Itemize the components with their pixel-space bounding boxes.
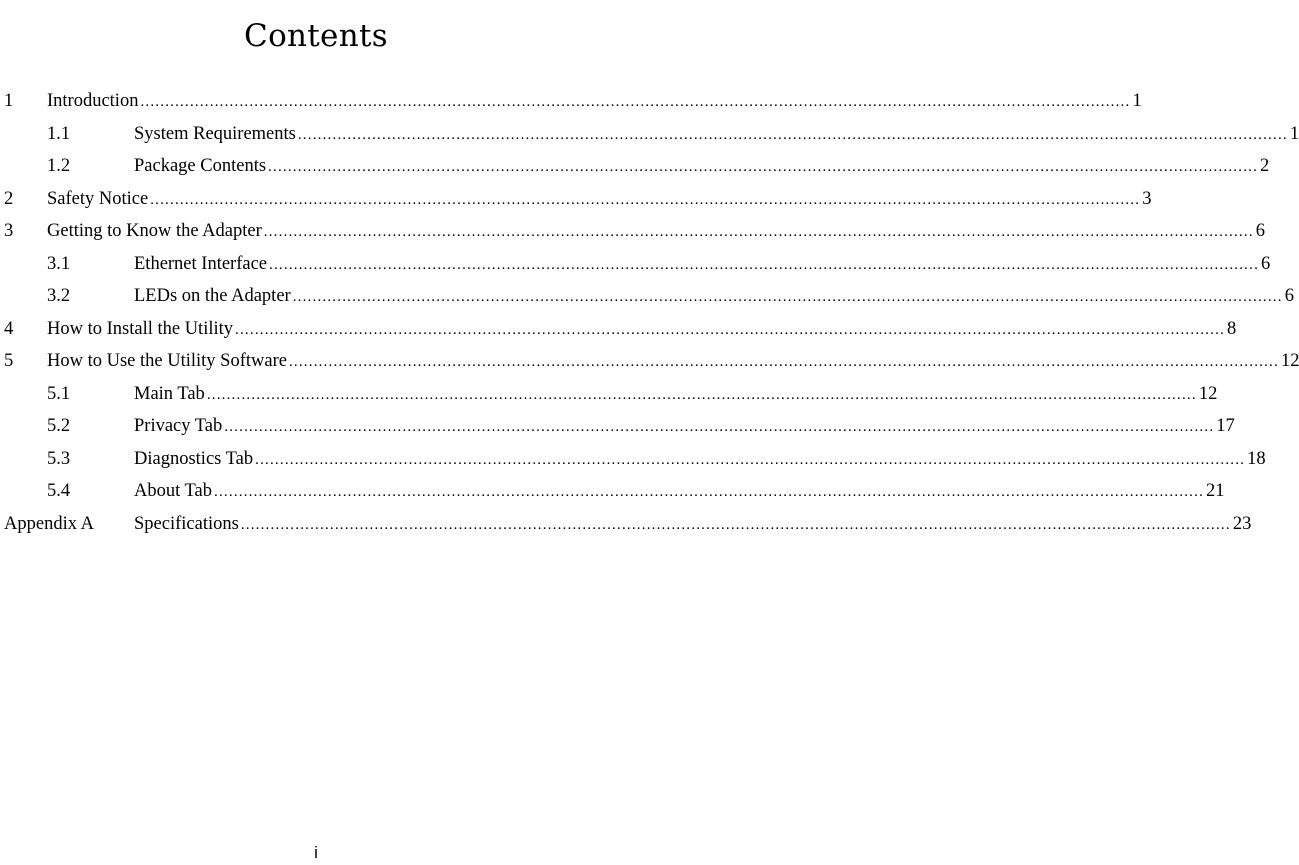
toc-title: LEDs on the Adapter xyxy=(134,286,291,306)
toc-entry-safety-notice[interactable] xyxy=(0,183,1152,216)
toc-page-number: 21 xyxy=(1206,481,1225,501)
dot-leader: ........................................................................................................................................................................................................ xyxy=(297,126,1288,143)
toc-number: 5.1 xyxy=(47,383,71,404)
toc-title: Safety Notice xyxy=(47,188,149,209)
toc-number: 3 xyxy=(4,221,14,241)
toc-number: 2 xyxy=(4,188,14,209)
toc-entry-leds[interactable] xyxy=(0,280,1294,313)
toc-page-number: 6 xyxy=(1284,286,1294,306)
toc-title: System Requirements xyxy=(134,123,296,144)
toc-number: 5 xyxy=(4,351,14,371)
toc-page-number: 1 xyxy=(1132,91,1142,111)
toc-entry-getting-to-know[interactable] xyxy=(0,215,1266,248)
toc-page-number: 6 xyxy=(1261,253,1271,274)
page-number-footer: i xyxy=(314,843,318,862)
dot-leader: ........................................................................................................................................................................................................ xyxy=(268,159,1259,175)
toc-entry-use-utility[interactable] xyxy=(0,345,1299,378)
dot-leader: ........................................................................................................................................................................................................ xyxy=(150,191,1141,208)
toc-page-number: 23 xyxy=(1232,513,1252,534)
dot-leader: ........................................................................................................................................................................................................ xyxy=(240,516,1231,533)
toc-number: 4 xyxy=(4,318,14,339)
toc-number: 5.2 xyxy=(47,416,71,436)
document-title: Contents xyxy=(244,18,388,54)
toc-number: 5.4 xyxy=(47,481,71,501)
toc-entry-install-utility[interactable] xyxy=(0,313,1237,346)
dot-leader: ........................................................................................................................................................................................................ xyxy=(214,484,1205,500)
toc-entry-privacy-tab[interactable] xyxy=(0,410,1235,443)
toc-title: Main Tab xyxy=(134,383,205,404)
dot-leader: ........................................................................................................................................................................................................ xyxy=(224,419,1215,435)
toc-entry-diagnostics-tab[interactable] xyxy=(0,443,1266,476)
toc-number: 5.3 xyxy=(47,448,71,469)
toc-entry-main-tab[interactable] xyxy=(0,378,1218,411)
dot-leader: ........................................................................................................................................................................................................ xyxy=(206,386,1197,403)
toc-title: How to Use the Utility Software xyxy=(47,351,287,371)
toc-page-number: 2 xyxy=(1260,156,1270,176)
toc-title: Ethernet Interface xyxy=(134,253,268,274)
dot-leader: ........................................................................................................................................................................................................ xyxy=(263,224,1254,240)
toc-title: Package Contents xyxy=(134,156,267,176)
toc-entry-about-tab[interactable] xyxy=(0,475,1225,508)
toc-entry-introduction[interactable] xyxy=(0,85,1142,118)
dot-leader: ........................................................................................................................................................................................................ xyxy=(235,321,1226,338)
toc-page-number: 6 xyxy=(1255,221,1266,241)
toc-title: Getting to Know the Adapter xyxy=(47,221,262,241)
dot-leader: ........................................................................................................................................................................................................ xyxy=(140,94,1131,110)
toc-page-number: 1 xyxy=(1289,123,1299,144)
toc-title: Introduction xyxy=(47,91,139,111)
toc-page-number: 17 xyxy=(1216,416,1235,436)
toc-number: 3.2 xyxy=(47,286,71,306)
toc-number: 1 xyxy=(4,91,14,111)
toc-title: About Tab xyxy=(134,481,213,501)
toc-entry-ethernet-interface[interactable] xyxy=(0,248,1271,281)
toc-page-number: 12 xyxy=(1198,383,1218,404)
dot-leader: ........................................................................................................................................................................................................ xyxy=(269,256,1260,273)
dot-leader: ........................................................................................................................................................................................................ xyxy=(292,289,1283,305)
toc-page-number: 18 xyxy=(1247,448,1266,469)
toc-title: Specifications xyxy=(134,513,239,534)
dot-leader: ........................................................................................................................................................................................................ xyxy=(255,451,1246,468)
toc-title: How to Install the Utility xyxy=(47,318,234,339)
toc-page-number: 12 xyxy=(1280,351,1299,371)
toc-page-number: 3 xyxy=(1142,188,1152,209)
toc-entry-appendix-a[interactable] xyxy=(0,508,1252,541)
toc-entry-package-contents[interactable] xyxy=(0,150,1270,183)
dot-leader: ........................................................................................................................................................................................................ xyxy=(288,354,1279,370)
toc-number: 1.1 xyxy=(47,123,71,144)
toc-number: Appendix A xyxy=(4,513,94,534)
toc-number: 1.2 xyxy=(47,156,71,176)
toc-title: Diagnostics Tab xyxy=(134,448,254,469)
toc-number: 3.1 xyxy=(47,253,71,274)
toc-entry-system-requirements[interactable] xyxy=(0,118,1299,151)
toc-page-number: 8 xyxy=(1227,318,1237,339)
toc-title: Privacy Tab xyxy=(134,416,223,436)
table-of-contents xyxy=(0,85,1299,540)
